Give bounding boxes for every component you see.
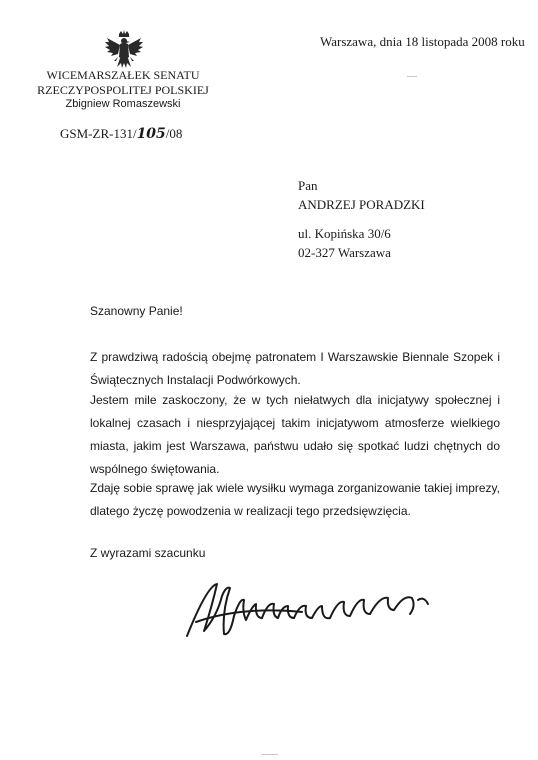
reference-handwritten-number: 105 [136,126,166,142]
sender-name: Zbigniew Romaszewski [65,98,181,110]
recipient-city: 02-327 Warszawa [298,245,391,260]
reference-prefix: GSM-ZR-131/ [60,126,137,141]
scan-mark-bottom [262,754,278,755]
body-paragraph-3: Zdaję sobie sprawę jak wiele wysiłku wymaga zorganizowanie takiej imprezy, dlatego życzę powodzenia w realizacji tego przedsięwzięcia. [90,481,500,518]
greeting: Szanowny Panie! [90,304,183,318]
sender-title-line2: RZECZYPOSPOLITEJ POLSKIEJ [37,83,209,97]
date-line: Warszawa, dnia 18 listopada 2008 roku [320,34,525,49]
recipient-title: Pan [298,178,318,193]
reference-suffix: /08 [165,126,183,141]
body-paragraph-1: Z prawdziwą radością obejmę patronatem I Warszawskie Biennale Szopek i Świątecznych Instalacji Podwórkowych. [90,350,500,387]
recipient-name: ANDRZEJ PORADZKI [298,197,425,212]
closing: Z wyrazami szacunku [90,546,206,560]
eagle-emblem-icon [104,30,144,72]
body-paragraph-2: Jestem mile zaskoczony, że w tych niełatwych dla inicjatywy społecznej i lokalnej czasach i niesprzyjającej takim inicjatywom atmosferze wielkiego miasta, jakim jest Warszawa, państwu udało się spotkać ludzi chętnych do wspólnego świętowania. [90,393,500,476]
handwritten-signature [182,576,442,648]
recipient-street: ul. Kopińska 30/6 [298,226,391,241]
scan-mark [407,76,417,77]
reference-number [60,126,182,142]
sender-title-line1: WICEMARSZAŁEK SENATU [46,68,200,82]
